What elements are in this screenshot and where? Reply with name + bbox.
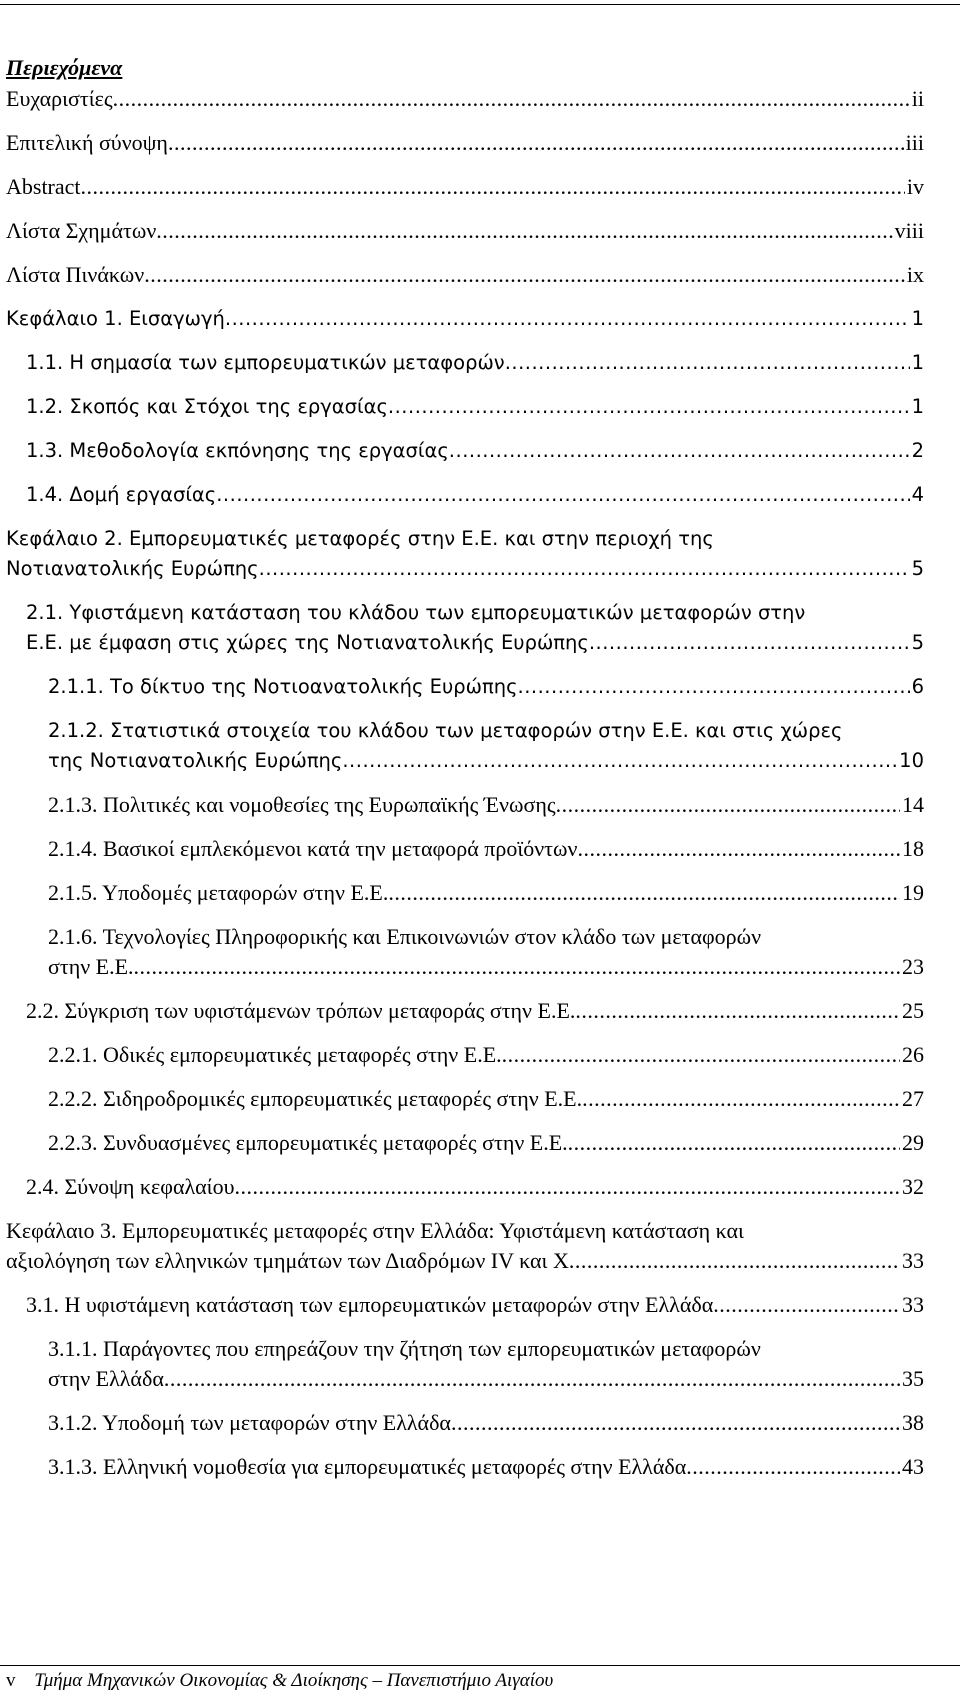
toc-entry-title-line: 2.1. Υφιστάμενη κατάσταση του κλάδου των εμπορευματικών μεταφορών στην	[26, 601, 806, 624]
dot-leader	[225, 304, 910, 334]
toc-entry[interactable]	[6, 480, 924, 510]
toc-entry[interactable]	[6, 716, 924, 776]
dot-leader	[556, 790, 900, 820]
dot-leader	[216, 480, 909, 510]
toc-entry-title: Λίστα Πινάκων	[6, 262, 145, 287]
toc-entry-page: 14	[902, 792, 924, 817]
toc-entry-title: Ε.Ε. με έμφαση στις χώρες της Νοτιανατολικής Ευρώπης	[26, 631, 589, 654]
toc-entry[interactable]	[6, 128, 924, 158]
dot-leader	[134, 952, 900, 982]
toc-entry[interactable]	[6, 260, 924, 290]
toc-entry[interactable]	[6, 392, 924, 422]
toc-entry-page: 1	[911, 307, 924, 330]
toc-entry-title-line: Κεφάλαιο 2. Εμπορευματικές μεταφορές στην Ε.Ε. και στην περιοχή της	[6, 527, 714, 550]
dot-leader	[502, 1040, 900, 1070]
top-rule	[0, 4, 960, 5]
toc-entry-title: 2.4. Σύνοψη κεφαλαίου	[26, 1174, 235, 1199]
toc-entry-title: στην Ελλάδα	[48, 1366, 164, 1391]
toc-entry-page: 6	[911, 675, 924, 698]
toc-entry-title-line: 2.1.6. Τεχνολογίες Πληροφορικής και Επικοινωνιών στον κλάδο των μεταφορών	[48, 924, 762, 949]
toc-entry-title: Νοτιανατολικής Ευρώπης	[6, 557, 259, 580]
dot-leader	[156, 216, 892, 246]
dot-leader	[388, 878, 900, 908]
footer-page-number: v	[6, 1670, 16, 1691]
toc-entry-title: 2.1.1. Το δίκτυο της Νοτιοανατολικής Ευρώπης	[48, 675, 518, 698]
toc-entry[interactable]	[6, 878, 924, 908]
toc-entry-page: 5	[911, 557, 924, 580]
dot-leader	[569, 1246, 900, 1276]
dot-leader	[388, 392, 910, 422]
toc-entry[interactable]	[6, 672, 924, 702]
toc-entry[interactable]	[6, 922, 924, 982]
toc-entry-page: 1	[911, 351, 924, 374]
toc-entry-title: 3.1.3. Ελληνική νομοθεσία για εμπορευματικές μεταφορές στην Ελλάδα	[48, 1454, 687, 1479]
toc-entry[interactable]	[6, 524, 924, 584]
toc-entry-page: 32	[902, 1174, 924, 1199]
toc-entry[interactable]	[6, 1408, 924, 1438]
toc-entry-page: 10	[899, 749, 924, 772]
toc-entry-title-line: 2.1.2. Στατιστικά στοιχεία του κλάδου των μεταφορών στην Ε.Ε. και στις χώρες	[48, 719, 843, 742]
footer-department: Τμήμα Μηχανικών Οικονομίας & Διοίκησης – Πανεπιστήμιο Αιγαίου	[34, 1670, 554, 1691]
table-of-contents	[6, 54, 924, 1482]
dot-leader	[164, 1364, 900, 1394]
dot-leader	[575, 996, 900, 1026]
toc-entry[interactable]	[6, 304, 924, 334]
toc-entry[interactable]	[6, 172, 924, 202]
toc-entry-title: 1.3. Μεθοδολογία εκπόνησης της εργασίας	[26, 439, 449, 462]
toc-entry[interactable]	[6, 1084, 924, 1114]
toc-entry-title: 2.2.2. Σιδηροδρομικές εμπορευματικές μεταφορές στην Ε.Ε.	[48, 1086, 583, 1111]
dot-leader	[505, 348, 910, 378]
toc-entry[interactable]	[6, 1172, 924, 1202]
toc-entry-page: 43	[902, 1454, 924, 1479]
toc-entry-title: της Νοτιανατολικής Ευρώπης	[48, 749, 343, 772]
toc-entry-title: Επιτελική σύνοψη	[6, 130, 168, 155]
toc-entry-title: Ευχαριστίες	[6, 86, 113, 111]
dot-leader	[589, 628, 910, 658]
toc-entry-title: 2.1.3. Πολιτικές και νομοθεσίες της Ευρωπαϊκής Ένωσης	[48, 792, 556, 817]
toc-entry-page: 27	[902, 1086, 924, 1111]
toc-entry-title: Λίστα Σχημάτων	[6, 218, 157, 243]
dot-leader	[568, 1128, 900, 1158]
toc-entry-page: 18	[902, 836, 924, 861]
toc-entry-page: 29	[902, 1130, 924, 1155]
toc-entry[interactable]	[6, 348, 924, 378]
toc-entry[interactable]	[6, 84, 924, 114]
toc-entry[interactable]	[6, 436, 924, 466]
dot-leader	[713, 1290, 900, 1320]
toc-entry-title: 2.2. Σύγκριση των υφιστάμενων τρόπων μεταφοράς στην Ε.Ε.	[26, 998, 576, 1023]
toc-entry[interactable]	[6, 1128, 924, 1158]
toc-entry-title: Abstract	[6, 174, 81, 199]
toc-entry-page: viii	[894, 218, 924, 243]
toc-entry-title: στην Ε.Ε.	[48, 954, 134, 979]
toc-entry-title: 1.4. Δομή εργασίας	[26, 483, 217, 506]
toc-entry[interactable]	[6, 790, 924, 820]
dot-leader	[449, 436, 910, 466]
toc-entry[interactable]	[6, 1452, 924, 1482]
toc-heading: Περιεχόμενα	[6, 55, 123, 80]
toc-entry-title: 1.1. Η σημασία των εμπορευματικών μεταφορών	[26, 351, 505, 374]
toc-entry-page: 5	[911, 631, 924, 654]
dot-leader	[259, 554, 910, 584]
toc-entry-title: 1.2. Σκοπός και Στόχοι της εργασίας	[26, 395, 388, 418]
toc-entry-page: 4	[911, 483, 924, 506]
toc-entry-page: ix	[906, 262, 924, 287]
toc-entry[interactable]	[6, 598, 924, 658]
toc-entry-title: 2.1.4. Βασικοί εμπλεκόμενοι κατά την μεταφορά προϊόντων	[48, 836, 578, 861]
toc-entry[interactable]	[6, 996, 924, 1026]
dot-leader	[451, 1408, 900, 1438]
toc-entry[interactable]	[6, 1040, 924, 1070]
toc-entry-title: αξιολόγηση των ελληνικών τμημάτων των Διαδρόμων IV και X	[6, 1248, 569, 1273]
toc-entry-page: iv	[906, 174, 924, 199]
toc-entry-page: 33	[902, 1248, 924, 1273]
toc-entry-page: ii	[911, 86, 924, 111]
toc-entry-title-line: Κεφάλαιο 3. Εμπορευματικές μεταφορές στην Ελλάδα: Υφιστάμενη κατάσταση και	[6, 1218, 744, 1243]
toc-entry-title-line: 3.1.1. Παράγοντες που επηρεάζουν την ζήτηση των εμπορευματικών μεταφορών	[48, 1336, 761, 1361]
toc-entry-title: 2.2.1. Οδικές εμπορευματικές μεταφορές στην Ε.Ε.	[48, 1042, 502, 1067]
toc-entry-page: 38	[902, 1410, 924, 1435]
toc-entry-page: 35	[902, 1366, 924, 1391]
toc-entry-title: 3.1. Η υφιστάμενη κατάσταση των εμπορευματικών μεταφορών στην Ελλάδα	[26, 1292, 714, 1317]
dot-leader	[81, 172, 905, 202]
toc-entry-page: 25	[902, 998, 924, 1023]
toc-entry-page: 23	[902, 954, 924, 979]
toc-entry[interactable]	[6, 834, 924, 864]
dot-leader	[168, 128, 904, 158]
dot-leader	[113, 84, 910, 114]
dot-leader	[582, 1084, 900, 1114]
toc-entry-page: iii	[905, 130, 924, 155]
dot-leader	[342, 746, 897, 776]
toc-entry-page: 19	[902, 880, 924, 905]
toc-entry[interactable]	[6, 1216, 924, 1276]
toc-entry[interactable]	[6, 1334, 924, 1394]
dot-leader	[686, 1452, 900, 1482]
page-footer	[6, 1670, 553, 1692]
toc-entry-page: 33	[902, 1292, 924, 1317]
toc-entry-title: Κεφάλαιο 1. Εισαγωγή	[6, 307, 225, 330]
dot-leader	[234, 1172, 900, 1202]
toc-entry[interactable]	[6, 1290, 924, 1320]
toc-entry-page: 1	[911, 395, 924, 418]
toc-entry-title: 3.1.2. Υποδομή των μεταφορών στην Ελλάδα	[48, 1410, 451, 1435]
dot-leader	[144, 260, 905, 290]
toc-entry-title: 2.2.3. Συνδυασμένες εμπορευματικές μεταφορές στην Ε.Ε.	[48, 1130, 568, 1155]
toc-entry-page: 26	[902, 1042, 924, 1067]
dot-leader	[577, 834, 900, 864]
toc-entries	[6, 84, 924, 1482]
dot-leader	[518, 672, 910, 702]
toc-entry-title: 2.1.5. Υποδομές μεταφορών στην Ε.Ε.	[48, 880, 389, 905]
toc-entry[interactable]	[6, 216, 924, 246]
toc-entry-page: 2	[911, 439, 924, 462]
